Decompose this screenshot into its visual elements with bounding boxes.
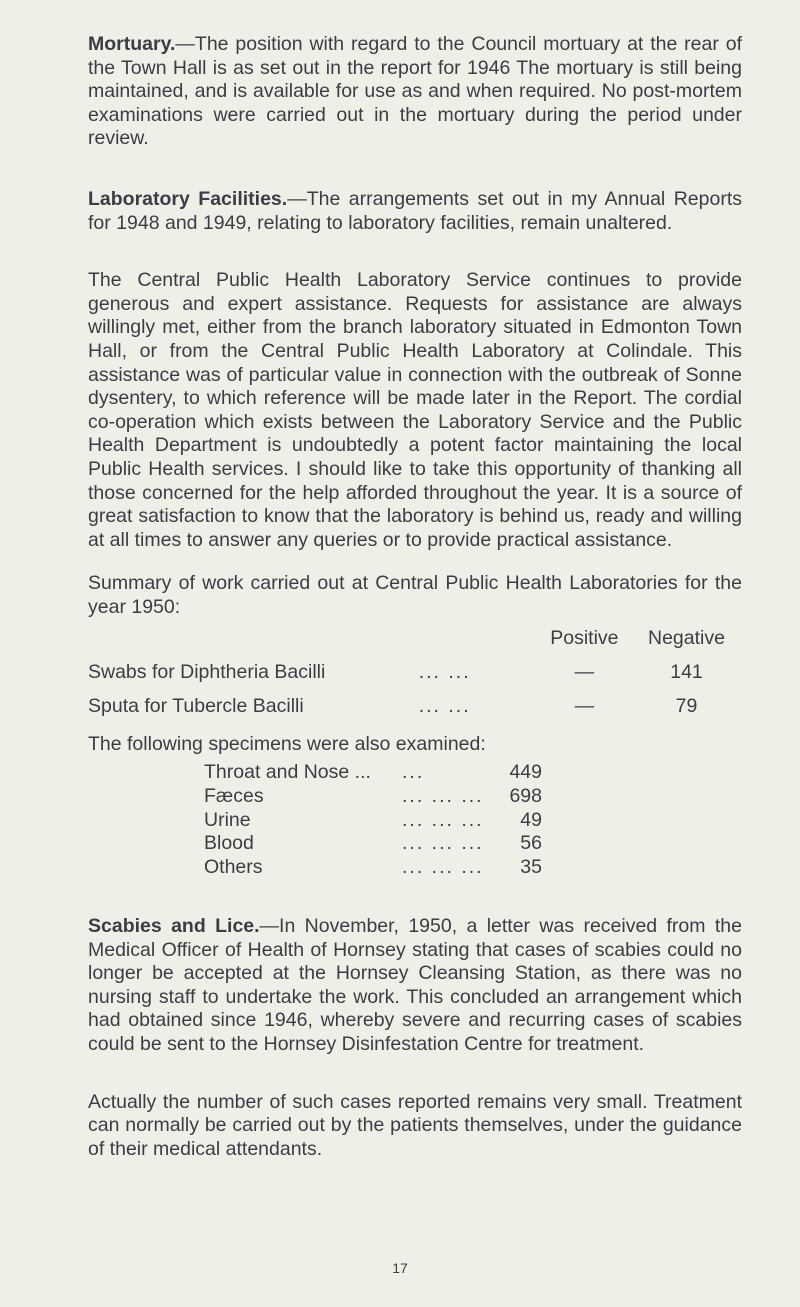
scabies-heading: Scabies and Lice. (88, 915, 260, 938)
row-leader: ... ... (418, 694, 471, 717)
specimen-count: 56 (520, 832, 542, 855)
specimen-leader: ... ... ... (402, 808, 484, 831)
mortuary-text: —The position with regard to the Council mortuary at the rear of the Town Hall is as set out in the report for 1946 The mortuary is still being maintained, and is available for use as and when required. No post-mortem examinations were carried out in the mortuary during the period under review. (88, 33, 742, 150)
specimen-leader: ... ... ... (402, 784, 484, 807)
summary-table-header (88, 621, 742, 655)
laboratory-paragraph: The Central Public Health Laboratory Service continues to provide generous and expert assistance. Requests for assistance are always willingly met, either from the branch laboratory situated in Edmonton Town Hall, or from the Central Public Health Laboratory at Colindale. This assistance was of particular value in connection with the outbreak of Sonne dysentery, to which reference will be made later in the Report. The cordial co-operation which exists between the Laboratory Service and the Public Health Department is undoubtedly a potent factor maintaining the local Public Health services. I should like to take this opportunity of thanking all those concerned for the help afforded throughout the year. It is a source of great satisfaction to know that the laboratory is behind us, ready and willing at all times to answer any queries or to provide practical assistance. (88, 269, 742, 551)
table-row (204, 832, 542, 856)
positive-header: Positive (550, 626, 619, 649)
table-row (88, 655, 742, 689)
specimen-leader: ... ... ... (402, 832, 484, 855)
specimen-leader: ... ... ... (402, 855, 484, 878)
specimen-name: Urine (204, 808, 251, 831)
laboratory-text: —The arrangements set out in my Annual Reports for 1948 and 1949, relating to laboratory facilities, remain unaltered. (88, 187, 742, 234)
row-negative: 141 (670, 660, 703, 683)
scabies-section (88, 915, 742, 1057)
row-name: Sputa for Tubercle Bacilli (88, 694, 304, 717)
scabies-text: —In November, 1950, a letter was received from the Medical Officer of Health of Hornsey stating that cases of scabies could no longer be accepted at the Hornsey Cleansing Station, as there was no nursing staff to undertake the work. This concluded an arrangement which had obtained since 1946, whereby severe and recurring cases of scabies could be sent to the Hornsey Disinfestation Centre for treatment. (88, 915, 742, 1055)
table-row (204, 785, 542, 809)
negative-header: Negative (648, 626, 725, 649)
scabies-paragraph: Actually the number of such cases reported remains very small. Treatment can normally be carried out by the patients themselves, under the guidance of their medical attendants. (88, 1090, 742, 1160)
table-row (204, 855, 542, 879)
row-positive: — (574, 660, 595, 683)
table-row (204, 761, 542, 785)
document-page (88, 33, 742, 1161)
row-name: Swabs for Diphtheria Bacilli (88, 660, 326, 683)
specimens-table (204, 761, 542, 879)
specimen-leader: ... (402, 761, 425, 784)
specimen-name: Throat and Nose ... (204, 761, 371, 784)
specimen-name: Blood (204, 832, 254, 855)
page-number: 17 (392, 1260, 408, 1276)
specimen-count: 698 (509, 784, 542, 807)
row-negative: 79 (675, 694, 698, 717)
row-leader: ... ... (418, 660, 471, 683)
table-row (88, 689, 742, 723)
row-positive: — (574, 694, 595, 717)
mortuary-section (88, 33, 742, 151)
summary-intro: Summary of work carried out at Central Public Health Laboratories for the year 1950: (88, 572, 742, 618)
specimen-name: Others (204, 855, 263, 878)
specimen-count: 49 (520, 808, 542, 831)
table-row (204, 808, 542, 832)
laboratory-heading: Laboratory Facilities. (88, 187, 288, 210)
specimens-intro: The following specimens were also examined: (88, 733, 486, 756)
summary-table (88, 621, 742, 723)
specimen-count: 449 (509, 761, 542, 784)
specimen-count: 35 (520, 855, 542, 878)
laboratory-section (88, 188, 742, 235)
mortuary-heading: Mortuary. (88, 33, 176, 55)
specimen-name: Fæces (204, 784, 264, 807)
